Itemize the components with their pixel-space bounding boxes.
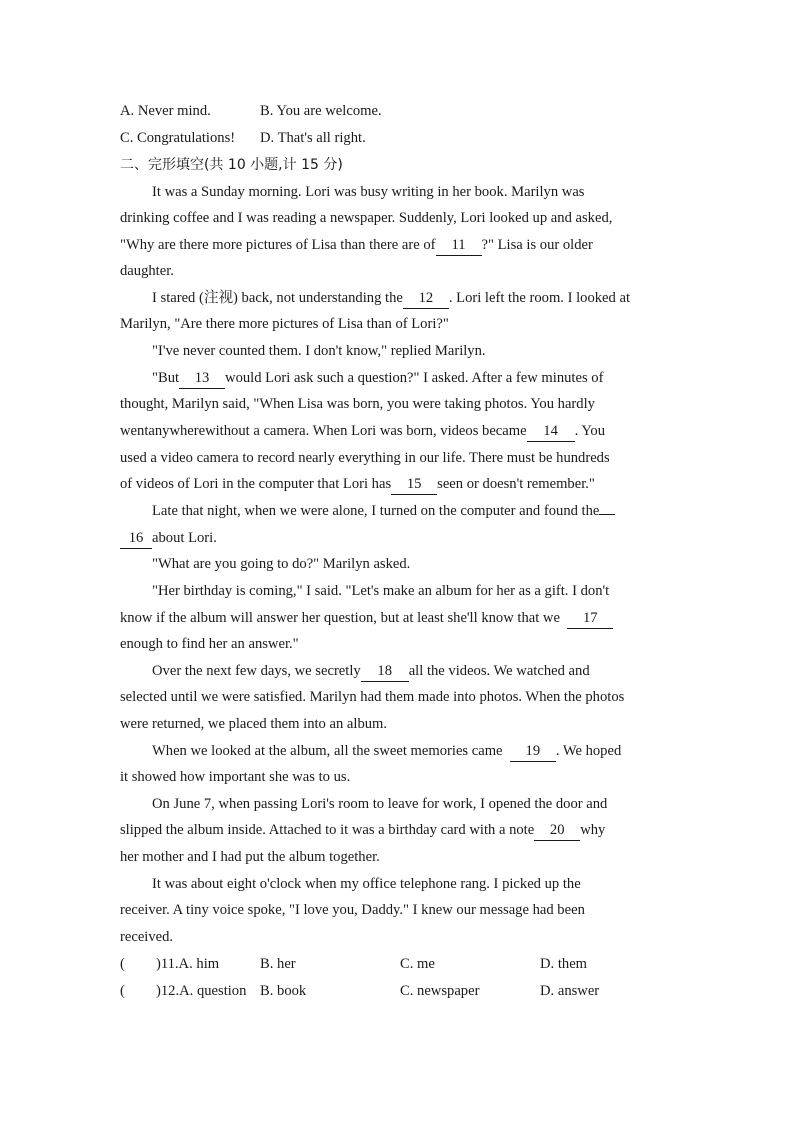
option-b: B. book [260,983,307,999]
text-run: ?" Lisa is our older [481,237,593,253]
passage-line: receiver. A tiny voice spoke, "I love you, Daddy." I knew our message had been [120,902,585,918]
passage-line [152,365,603,391]
passage-line: received. [120,929,174,945]
text-run: would Lori ask such a question?" I asked. After a few minutes of [225,370,604,386]
option-c: C. newspaper [400,983,480,999]
passage-line: On June 7, when passing Lori's room to leave for work, I opened the door and [152,796,608,812]
text-run: seen or doesn't remember." [437,476,595,492]
passage-line [120,605,613,631]
text-run: know if the album will answer her question, but at least she'll know that we [120,610,560,626]
passage-line [152,498,615,524]
option-b: B. You are welcome. [260,103,382,119]
passage-line [120,418,605,444]
question-number-option-a: )12.A. question [156,983,247,999]
blank-13: 13 [179,369,225,389]
blank-20: 20 [534,821,580,841]
text-run: I stared (注视) back, not understanding the [152,290,403,306]
passage-line [120,232,593,258]
blank-18: 18 [361,662,409,682]
text-run: . Lori left the room. I looked at [448,290,631,306]
passage-line: It was about eight o'clock when my office telephone rang. I picked up the [152,876,581,892]
passage-line: Marilyn, "Are there more pictures of Lisa than of Lori?" [120,316,449,332]
passage-line: used a video camera to record nearly everything in our life. There must be hundreds [120,450,610,466]
blank-16: 16 [120,529,152,549]
text-run: "Why are there more pictures of Lisa than there are of [120,237,436,253]
passage-line: "I've never counted them. I don't know," replied Marilyn. [152,343,486,359]
question-number-option-a: )11.A. him [156,956,220,972]
text-run: Late that night, when we were alone, I turned on the computer and found the [152,503,600,519]
passage-line [152,285,630,311]
passage-line [120,525,217,551]
passage-line [120,471,595,497]
blank-17: 17 [567,609,613,629]
text-run: . We hoped [555,743,622,759]
passage-line: were returned, we placed them into an album. [120,716,388,732]
option-c: C. Congratulations! [120,130,236,146]
passage-line: selected until we were satisfied. Marilyn had them made into photos. When the photos [120,689,625,705]
text-run: why [580,822,606,838]
option-b: B. her [260,956,296,972]
passage-line: "Her birthday is coming," I said. "Let's make an album for her as a gift. I don't [152,583,610,599]
option-a: A. Never mind. [120,103,211,119]
option-d: D. That's all right. [260,130,366,146]
passage-line: It was a Sunday morning. Lori was busy writing in her book. Marilyn was [152,184,585,200]
question-row-11 [120,951,680,977]
passage-line [152,658,590,684]
section-title: 二、完形填空(共 10 小题,计 15 分) [120,157,343,173]
blank-19: 19 [510,742,556,762]
question-row-12 [120,978,680,1004]
passage-line: thought, Marilyn said, "When Lisa was born, you were taking photos. You hardly [120,396,595,412]
text-run: When we looked at the album, all the sweet memories came [152,743,503,759]
passage-line: it showed how important she was to us. [120,769,351,785]
blank-16-lead [599,514,615,515]
passage-line [152,738,621,764]
passage-line: drinking coffee and I was reading a newspaper. Suddenly, Lori looked up and asked, [120,210,613,226]
passage-line: her mother and I had put the album together. [120,849,380,865]
text-run: . You [574,423,606,439]
text-run: all the videos. We watched and [408,663,590,679]
text-run: of videos of Lori in the computer that Lori has [120,476,392,492]
blank-14: 14 [527,422,575,442]
answer-bracket: ( [120,956,125,972]
blank-15: 15 [391,475,437,495]
text-run: wentanywherewithout a camera. When Lori was born, videos became [120,423,527,439]
text-run: Over the next few days, we secretly [152,663,361,679]
text-run: slipped the album inside. Attached to it was a birthday card with a note [120,822,535,838]
option-d: D. answer [540,983,600,999]
answer-bracket: ( [120,983,125,999]
passage-line: daughter. [120,263,174,279]
passage-line [120,817,605,843]
passage-line: enough to find her an answer." [120,636,299,652]
option-c: C. me [400,956,435,972]
text-run: "But [152,370,180,386]
text-run: about Lori. [152,530,217,546]
option-d: D. them [540,956,588,972]
blank-12: 12 [403,289,449,309]
blank-11: 11 [436,236,482,256]
passage-line: "What are you going to do?" Marilyn asked. [152,556,411,572]
